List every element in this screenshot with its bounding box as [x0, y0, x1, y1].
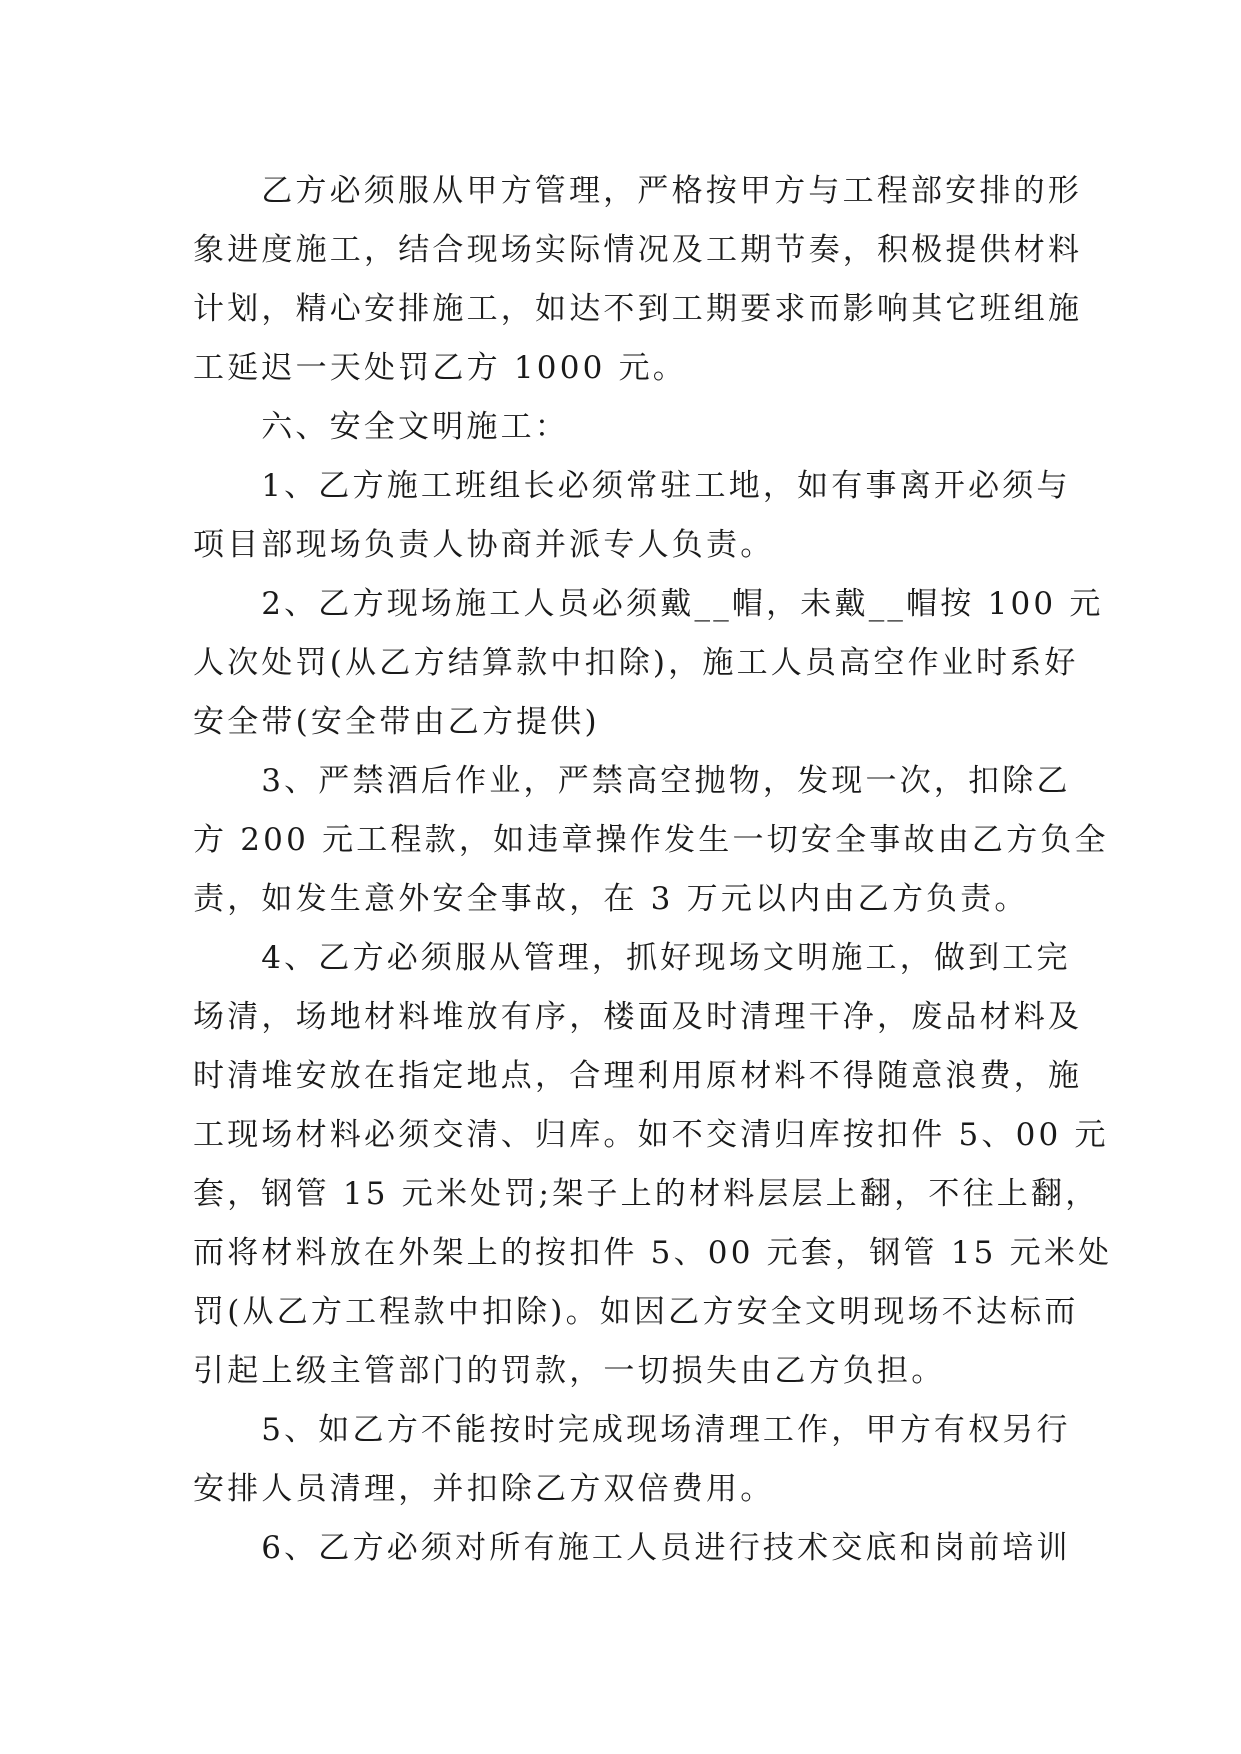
- paragraph: [193, 929, 1113, 1401]
- paragraph: [193, 575, 1104, 752]
- text-line: 1、乙方施工班组长必须常驻工地，如有事离开必须与: [261, 468, 1071, 504]
- text-line: 计划，精心安排施工，如达不到工期要求而影响其它班组施: [193, 291, 1083, 327]
- text-line: 工现场材料必须交清、归库。如不交清归库按扣件 5、00 元: [193, 1117, 1109, 1153]
- text-line: 2、乙方现场施工人员必须戴__帽，未戴__帽按 100 元: [261, 586, 1104, 622]
- text-line: 六、安全文明施工：: [261, 409, 569, 445]
- text-line: 场清，场地材料堆放有序，楼面及时清理干净，废品材料及: [193, 999, 1083, 1035]
- text-line: 6、乙方必须对所有施工人员进行技术交底和岗前培训: [261, 1530, 1071, 1566]
- text-line: 人次处罚(从乙方结算款中扣除)，施工人员高空作业时系好: [193, 645, 1079, 681]
- paragraph: [193, 398, 1073, 457]
- text-line: 安排人员清理，并扣除乙方双倍费用。: [193, 1471, 775, 1507]
- paragraph: [193, 457, 1073, 575]
- text-line: 引起上级主管部门的罚款，一切损失由乙方负担。: [193, 1353, 946, 1389]
- paragraph: [193, 1519, 1073, 1578]
- text-line: 项目部现场负责人协商并派专人负责。: [193, 527, 775, 563]
- text-line: 罚(从乙方工程款中扣除)。如因乙方安全文明现场不达标而: [193, 1294, 1079, 1330]
- paragraph: [193, 752, 1109, 929]
- text-line: 3、严禁酒后作业，严禁高空抛物，发现一次，扣除乙: [261, 763, 1071, 799]
- text-line: 而将材料放在外架上的按扣件 5、00 元套，钢管 15 元米处: [193, 1235, 1113, 1271]
- text-line: 套，钢管 15 元米处罚;架子上的材料层层上翻，不往上翻，: [193, 1176, 1100, 1212]
- paragraph: [193, 1401, 1073, 1519]
- text-line: 工延迟一天处罚乙方 1000 元。: [193, 350, 687, 386]
- text-line: 乙方必须服从甲方管理，严格按甲方与工程部安排的形: [261, 173, 1082, 209]
- text-line: 4、乙方必须服从管理，抓好现场文明施工，做到工完: [261, 940, 1071, 976]
- document-body: [193, 162, 1113, 1578]
- text-line: 时清堆安放在指定地点，合理利用原材料不得随意浪费，施: [193, 1058, 1083, 1094]
- text-line: 象进度施工，结合现场实际情况及工期节奏，积极提供材料: [193, 232, 1083, 268]
- text-line: 责，如发生意外安全事故，在 3 万元以内由乙方负责。: [193, 881, 1029, 917]
- paragraph: [193, 162, 1083, 398]
- text-line: 方 200 元工程款，如违章操作发生一切安全事故由乙方负全: [193, 822, 1109, 858]
- text-line: 安全带(安全带由乙方提供): [193, 704, 600, 740]
- text-line: 5、如乙方不能按时完成现场清理工作，甲方有权另行: [261, 1412, 1071, 1448]
